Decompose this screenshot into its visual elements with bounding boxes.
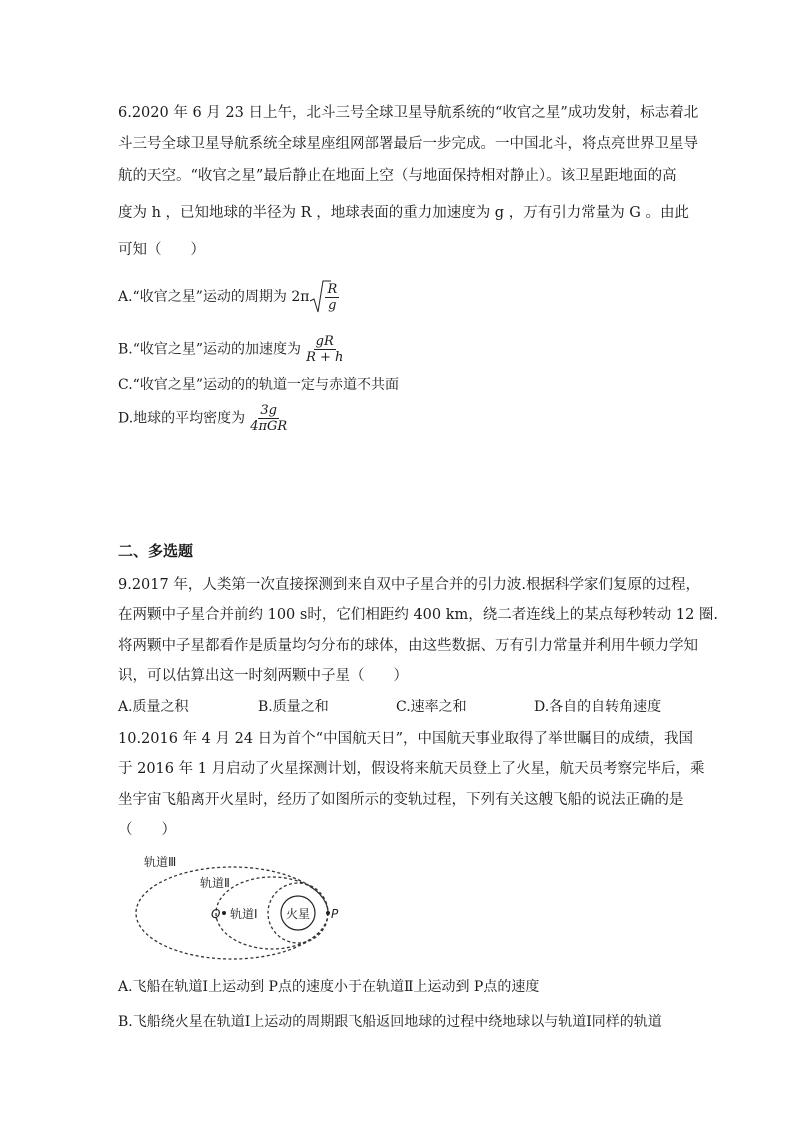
q10-line-2: 于 2016 年 1 月启动了火星探测计划，假设将来航天员登上了火星，航天员考察完毕后，乘 — [118, 761, 705, 777]
q10-option-a: A.飞船在轨道Ⅰ上运动到 P点的速度小于在轨道Ⅱ上运动到 P点的速度 — [118, 979, 540, 995]
fraction-denominator: 4πGR — [250, 419, 288, 434]
q9-option-b: B.质量之和 — [258, 699, 329, 715]
fraction-denominator: R + h — [306, 350, 344, 365]
q6-line-4: 度为 h ，已知地球的半径为 R ，地球表面的重力加速度为 g ，万有引力常量为 G 。由此 — [118, 205, 689, 221]
point-p-dot — [326, 911, 330, 915]
fraction-numerator: gR — [315, 334, 334, 349]
q6-line-2: 斗三号全球卫星导航系统全球星座组网部署最后一步完成。一中国北斗，将点亮世界卫星导 — [118, 136, 698, 152]
q6-option-d-fraction — [248, 403, 289, 434]
fraction-numerator: R — [327, 281, 338, 297]
q6-line-5: 可知（ ） — [118, 242, 205, 258]
q9-line-3: 将两颗中子星都看作是质量均匀分布的球体，由这些数据、万有引力常量并利用牛顿力学知 — [118, 638, 698, 654]
fraction-denominator: g — [328, 297, 337, 313]
orbit-2-label: 轨道Ⅱ — [200, 876, 230, 890]
q9-option-a: A.质量之积 — [118, 699, 189, 715]
q6-option-b — [118, 334, 345, 365]
orbit-diagram — [120, 850, 360, 970]
orbit-3-label: 轨道Ⅲ — [144, 855, 177, 869]
point-q-label: Q — [211, 907, 221, 921]
q6-option-c: C.“收官之星”运动的的轨道一定与赤道不共面 — [118, 377, 399, 393]
q6-line-3: 航的天空。“收官之星”最后静止在地面上空（与地面保持相对静止）。该卫星距地面的高 — [118, 168, 677, 184]
q10-line-1: 10.2016 年 4 月 24 日为首个“中国航天日”，中国航天事业取得了举世瞩目的成绩，我国 — [118, 731, 694, 747]
q6-option-a-fraction — [325, 282, 339, 313]
q6-option-a — [118, 279, 339, 315]
planet-label: 火星 — [285, 907, 311, 921]
fraction-numerator: 3g — [260, 403, 277, 418]
q6-option-a-text: A.“收官之星”运动的周期为 2π — [118, 289, 310, 305]
q10-line-4: （ ） — [118, 822, 176, 838]
q10-line-3: 坐宇宙飞船离开火星时，经历了如图所示的变轨过程，下列有关这艘飞船的说法正确的是 — [118, 792, 684, 808]
section-title: 二、多选题 — [118, 542, 194, 560]
q9-options — [118, 696, 678, 718]
point-q-dot — [222, 911, 226, 915]
q9-line-1: 9.2017 年，人类第一次直接探测到来自双中子星合并的引力波.根据科学家们复原的过程， — [118, 577, 700, 593]
q9-option-d: D.各自的自转角速度 — [534, 699, 662, 715]
q9-line-2: 在两颗中子星合并前约 100 s时，它们相距约 400 km，绕二者连线上的某点每秒转动 12 圈. — [118, 607, 719, 623]
q6-option-b-fraction — [304, 334, 345, 365]
q9-line-4: 识，可以估算出这一时刻两颗中子星（ ） — [118, 668, 408, 684]
q10-option-b: B.飞船绕火星在轨道Ⅰ上运动的周期跟飞船返回地球的过程中绕地球以与轨道Ⅰ同样的轨道 — [118, 1014, 662, 1030]
q9-option-c: C.速率之和 — [396, 699, 467, 715]
q6-line-1: 6.2020 年 6 月 23 日上午，北斗三号全球卫星导航系统的“收官之星”成功发射，标志着北 — [118, 105, 699, 121]
q6-option-d — [118, 403, 289, 434]
orbit-1-label: 轨道Ⅰ — [230, 907, 258, 921]
q6-option-d-text: D.地球的平均密度为 — [118, 410, 246, 427]
q6-option-b-text: B.“收官之星”运动的加速度为 — [118, 341, 302, 358]
point-p-label: P — [331, 907, 339, 921]
